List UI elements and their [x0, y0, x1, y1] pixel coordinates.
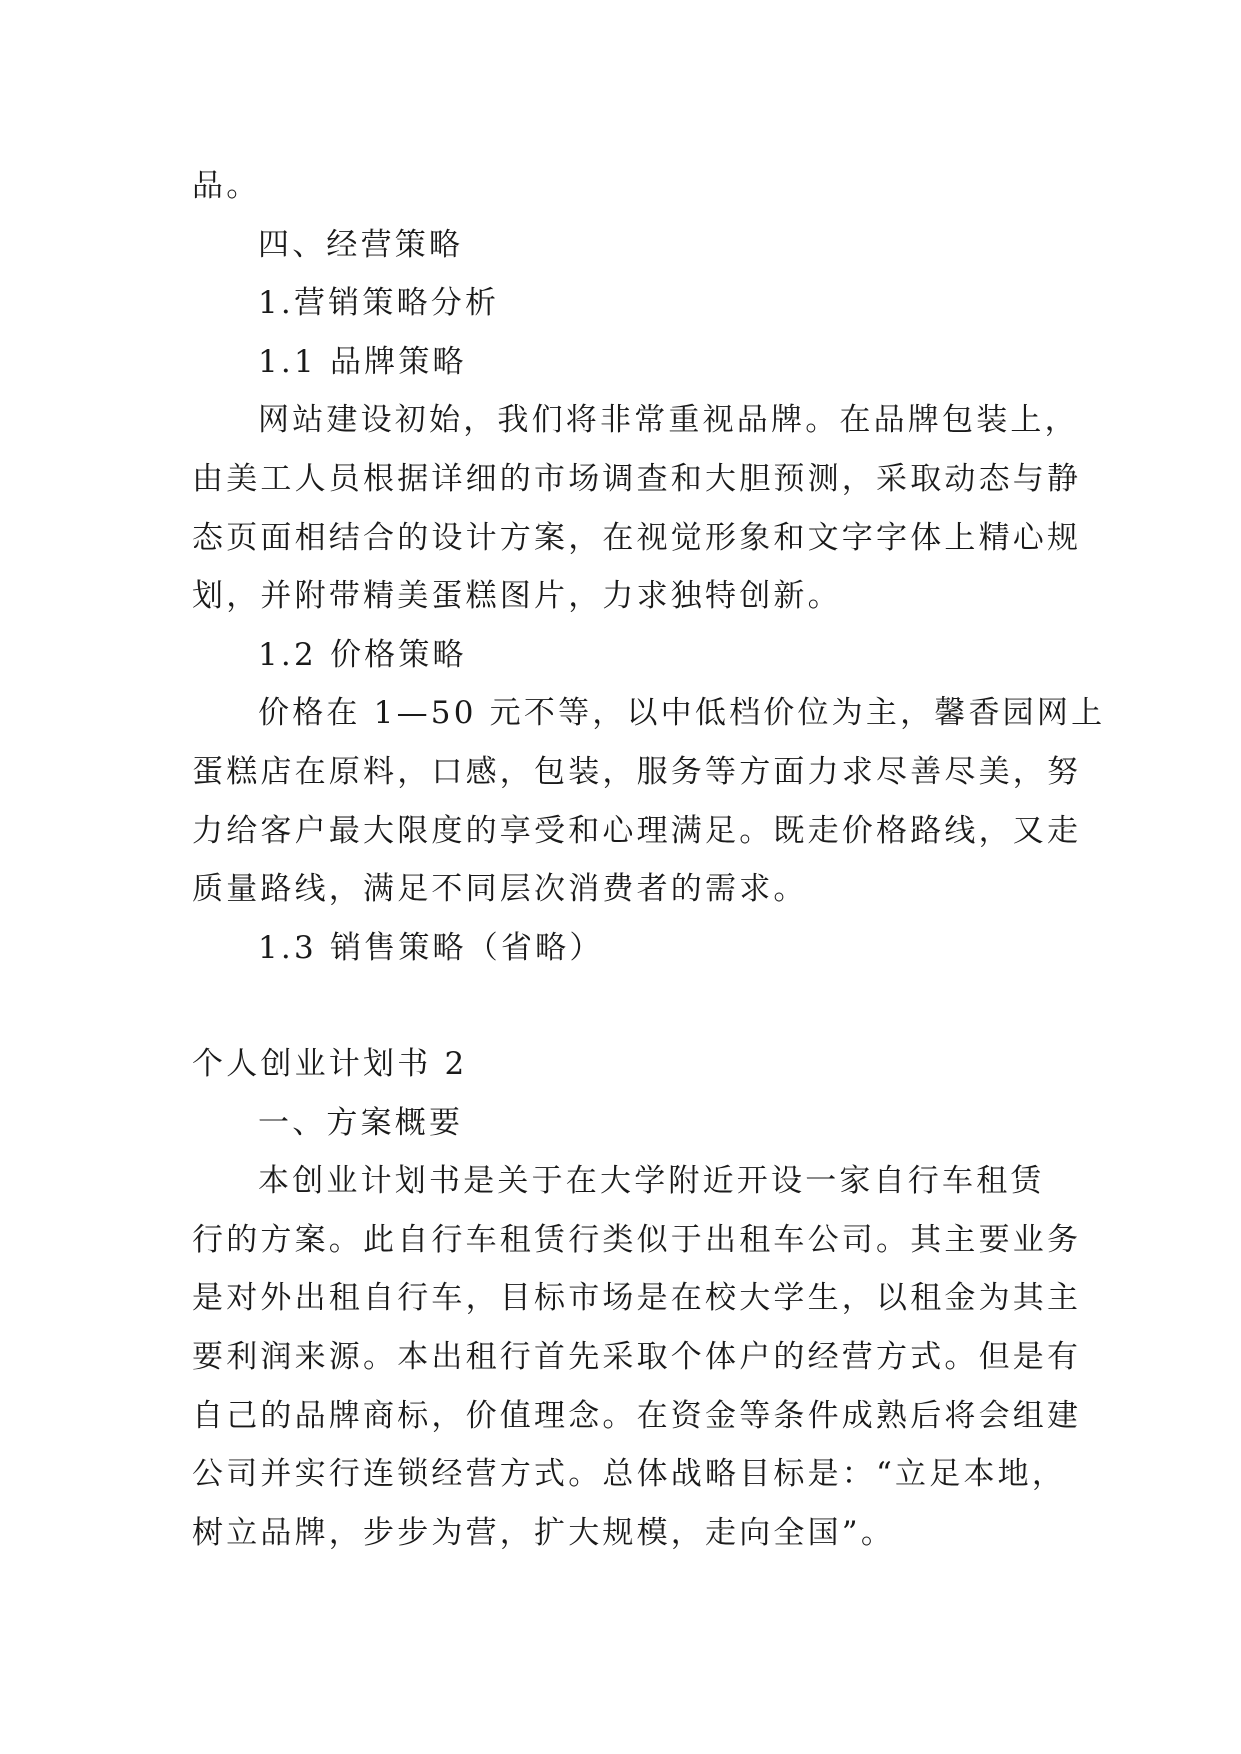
paragraph-overview-line: 是对外出租自行车，目标市场是在校大学生，以租金为其主	[192, 1280, 1082, 1317]
heading-sales-strategy: 1.3 销售策略（省略）	[258, 929, 604, 966]
section-business-strategy	[192, 157, 1106, 977]
paragraph-brand-line: 划，并附带精美蛋糕图片，力求独特创新。	[192, 578, 842, 615]
heading-brand-strategy: 1.1 品牌策略	[258, 343, 467, 380]
paragraph-price-line: 蛋糕店在原料，口感，包装，服务等方面力求尽善尽美，努	[192, 753, 1082, 790]
paragraph-overview-line: 行的方案。此自行车租赁行类似于出租车公司。其主要业务	[192, 1221, 1082, 1258]
heading-plan-overview: 一、方案概要	[258, 1104, 464, 1141]
paragraph-continuation: 品。	[192, 168, 261, 204]
paragraph-brand-line: 由美工人员根据详细的市场调查和大胆预测，采取动态与静	[192, 460, 1082, 497]
paragraph-overview-line: 自己的品牌商标，价值理念。在资金等条件成熟后将会组建	[192, 1397, 1082, 1434]
paragraph-overview-line: 本创业计划书是关于在大学附近开设一家自行车租赁	[258, 1163, 1045, 1200]
heading-price-strategy: 1.2 价格策略	[258, 636, 467, 673]
paragraph-brand-line: 网站建设初始，我们将非常重视品牌。在品牌包装上，	[258, 402, 1079, 439]
paragraph-overview-line: 树立品牌，步步为营，扩大规模，走向全国”。	[192, 1514, 896, 1551]
paragraph-price-line: 质量路线，满足不同层次消费者的需求。	[192, 871, 808, 908]
document-title: 个人创业计划书 2	[192, 1046, 468, 1082]
paragraph-overview-line: 要利润来源。本出租行首先采取个体户的经营方式。但是有	[192, 1338, 1082, 1375]
paragraph-overview-line: 公司并实行连锁经营方式。总体战略目标是：“立足本地，	[192, 1456, 1067, 1493]
heading-business-strategy: 四、经营策略	[258, 226, 464, 263]
section-business-plan-2	[192, 1035, 1082, 1562]
paragraph-price-line: 力给客户最大限度的享受和心理满足。既走价格路线，又走	[192, 812, 1082, 849]
paragraph-brand-line: 态页面相结合的设计方案，在视觉形象和文字字体上精心规	[192, 519, 1082, 556]
paragraph-price-line: 价格在 1—50 元不等，以中低档价位为主，馨香园网上	[258, 695, 1106, 732]
heading-marketing-analysis: 1.营销策略分析	[258, 285, 500, 322]
